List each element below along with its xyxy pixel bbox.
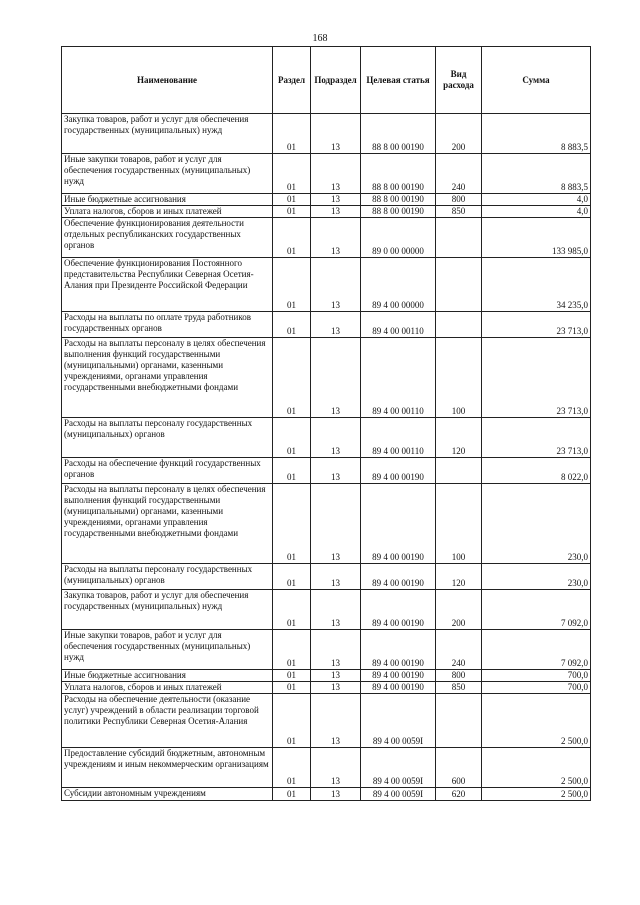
table-row <box>62 682 591 694</box>
cell-subsection: 13 <box>311 630 361 670</box>
header-sum: Сумма <box>482 47 591 114</box>
cell-name: Иные закупки товаров, работ и услуг для обеспечения государственных (муниципальных) нужд <box>62 154 273 194</box>
cell-sum: 133 985,0 <box>482 218 591 258</box>
cell-sum: 34 235,0 <box>482 258 591 312</box>
cell-sum: 230,0 <box>482 484 591 564</box>
cell-type: 120 <box>436 418 482 458</box>
cell-type: 800 <box>436 194 482 206</box>
cell-sum: 23 713,0 <box>482 312 591 338</box>
cell-section: 01 <box>273 258 311 312</box>
cell-target: 89 4 00 00190 <box>361 630 436 670</box>
header-section: Раздел <box>273 47 311 114</box>
cell-type <box>436 258 482 312</box>
cell-name: Закупка товаров, работ и услуг для обеспечения государственных (муниципальных) нужд <box>62 590 273 630</box>
table-row <box>62 458 591 484</box>
cell-subsection: 13 <box>311 748 361 788</box>
cell-subsection: 13 <box>311 194 361 206</box>
cell-name: Обеспечение функционирования Постоянного представительства Республики Северная Осетия-Алания при Президенте Российской Федерации <box>62 258 273 312</box>
table-row <box>62 694 591 748</box>
cell-name: Расходы на выплаты персоналу в целях обеспечения выполнения функций государственными (муниципальными) органами, казенными учреждениями, органами управления государственными внебюджетными фондами <box>62 338 273 418</box>
cell-type: 240 <box>436 630 482 670</box>
cell-target: 89 4 00 0059I <box>361 694 436 748</box>
header-subsection: Подраздел <box>311 47 361 114</box>
cell-target: 89 4 00 00110 <box>361 338 436 418</box>
cell-section: 01 <box>273 154 311 194</box>
cell-subsection: 13 <box>311 206 361 218</box>
cell-target: 89 4 00 00190 <box>361 458 436 484</box>
cell-target: 89 4 00 00110 <box>361 418 436 458</box>
cell-sum: 8 022,0 <box>482 458 591 484</box>
cell-section: 01 <box>273 564 311 590</box>
cell-name: Иные бюджетные ассигнования <box>62 670 273 682</box>
cell-subsection: 13 <box>311 312 361 338</box>
cell-sum: 7 092,0 <box>482 590 591 630</box>
cell-target: 89 4 00 00190 <box>361 564 436 590</box>
table-row <box>62 484 591 564</box>
cell-sum: 2 500,0 <box>482 788 591 801</box>
cell-sum: 23 713,0 <box>482 338 591 418</box>
table-row <box>62 590 591 630</box>
cell-type <box>436 312 482 338</box>
cell-target: 89 4 00 00110 <box>361 312 436 338</box>
table-header-row <box>62 47 591 114</box>
cell-section: 01 <box>273 312 311 338</box>
cell-target: 88 8 00 00190 <box>361 154 436 194</box>
cell-subsection: 13 <box>311 670 361 682</box>
table-row <box>62 206 591 218</box>
table-row <box>62 418 591 458</box>
cell-type <box>436 458 482 484</box>
table-row <box>62 218 591 258</box>
cell-name: Расходы на выплаты по оплате труда работников государственных органов <box>62 312 273 338</box>
cell-target: 89 4 00 00190 <box>361 682 436 694</box>
table-row <box>62 312 591 338</box>
cell-section: 01 <box>273 194 311 206</box>
cell-name: Расходы на обеспечение функций государственных органов <box>62 458 273 484</box>
cell-type: 120 <box>436 564 482 590</box>
table-row <box>62 630 591 670</box>
cell-section: 01 <box>273 748 311 788</box>
cell-section: 01 <box>273 682 311 694</box>
cell-sum: 4,0 <box>482 206 591 218</box>
cell-target: 89 0 00 00000 <box>361 218 436 258</box>
cell-section: 01 <box>273 114 311 154</box>
cell-target: 89 4 00 0059I <box>361 788 436 801</box>
cell-name: Иные закупки товаров, работ и услуг для обеспечения государственных (муниципальных) нужд <box>62 630 273 670</box>
cell-name: Уплата налогов, сборов и иных платежей <box>62 682 273 694</box>
cell-section: 01 <box>273 418 311 458</box>
cell-name: Предоставление субсидий бюджетным, автономным учреждениям и иным некоммерческим организациям <box>62 748 273 788</box>
cell-type: 100 <box>436 484 482 564</box>
header-target: Целевая статья <box>361 47 436 114</box>
page-number: 168 <box>312 33 328 44</box>
header-type: Вид расхода <box>436 47 482 114</box>
cell-section: 01 <box>273 670 311 682</box>
cell-subsection: 13 <box>311 458 361 484</box>
cell-name: Расходы на выплаты персоналу государственных (муниципальных) органов <box>62 564 273 590</box>
cell-subsection: 13 <box>311 218 361 258</box>
cell-subsection: 13 <box>311 694 361 748</box>
table-row <box>62 564 591 590</box>
cell-subsection: 13 <box>311 114 361 154</box>
cell-type: 200 <box>436 114 482 154</box>
cell-section: 01 <box>273 206 311 218</box>
cell-sum: 2 500,0 <box>482 694 591 748</box>
cell-section: 01 <box>273 458 311 484</box>
cell-type: 850 <box>436 206 482 218</box>
cell-sum: 230,0 <box>482 564 591 590</box>
table-row <box>62 748 591 788</box>
cell-type <box>436 694 482 748</box>
cell-subsection: 13 <box>311 258 361 312</box>
cell-target: 88 8 00 00190 <box>361 206 436 218</box>
cell-name: Иные бюджетные ассигнования <box>62 194 273 206</box>
cell-sum: 7 092,0 <box>482 630 591 670</box>
cell-subsection: 13 <box>311 682 361 694</box>
cell-sum: 8 883,5 <box>482 154 591 194</box>
cell-type <box>436 218 482 258</box>
cell-sum: 2 500,0 <box>482 748 591 788</box>
cell-sum: 8 883,5 <box>482 114 591 154</box>
cell-sum: 23 713,0 <box>482 418 591 458</box>
cell-section: 01 <box>273 338 311 418</box>
cell-subsection: 13 <box>311 418 361 458</box>
table-row <box>62 338 591 418</box>
cell-section: 01 <box>273 218 311 258</box>
cell-name: Расходы на выплаты персоналу в целях обеспечения выполнения функций государственными (муниципальными) органами, казенными учреждениями, органами управления государственными внебюджетными фондами <box>62 484 273 564</box>
cell-target: 88 8 00 00190 <box>361 114 436 154</box>
cell-section: 01 <box>273 590 311 630</box>
cell-type: 600 <box>436 748 482 788</box>
cell-type: 850 <box>436 682 482 694</box>
table-row <box>62 670 591 682</box>
cell-section: 01 <box>273 788 311 801</box>
cell-name: Субсидии автономным учреждениям <box>62 788 273 801</box>
cell-target: 89 4 00 00190 <box>361 484 436 564</box>
cell-subsection: 13 <box>311 564 361 590</box>
table-row <box>62 114 591 154</box>
cell-subsection: 13 <box>311 788 361 801</box>
cell-name: Расходы на обеспечение деятельности (оказание услуг) учреждений в области реализации торговой политики Республики Северная Осетия-Алания <box>62 694 273 748</box>
header-name: Наименование <box>62 47 273 114</box>
table-row <box>62 258 591 312</box>
cell-sum: 4,0 <box>482 194 591 206</box>
cell-type: 100 <box>436 338 482 418</box>
table-row <box>62 788 591 801</box>
table-row <box>62 154 591 194</box>
cell-type: 620 <box>436 788 482 801</box>
table-row <box>62 194 591 206</box>
budget-table <box>61 46 591 801</box>
cell-section: 01 <box>273 694 311 748</box>
cell-name: Обеспечение функционирования деятельности отдельных республиканских государственных органов <box>62 218 273 258</box>
cell-type: 200 <box>436 590 482 630</box>
cell-sum: 700,0 <box>482 670 591 682</box>
cell-sum: 700,0 <box>482 682 591 694</box>
cell-type: 240 <box>436 154 482 194</box>
cell-name: Расходы на выплаты персоналу государственных (муниципальных) органов <box>62 418 273 458</box>
cell-section: 01 <box>273 630 311 670</box>
cell-target: 88 8 00 00190 <box>361 194 436 206</box>
cell-type: 800 <box>436 670 482 682</box>
cell-subsection: 13 <box>311 590 361 630</box>
cell-target: 89 4 00 00000 <box>361 258 436 312</box>
cell-name: Закупка товаров, работ и услуг для обеспечения государственных (муниципальных) нужд <box>62 114 273 154</box>
cell-subsection: 13 <box>311 484 361 564</box>
cell-section: 01 <box>273 484 311 564</box>
cell-subsection: 13 <box>311 154 361 194</box>
cell-subsection: 13 <box>311 338 361 418</box>
cell-name: Уплата налогов, сборов и иных платежей <box>62 206 273 218</box>
cell-target: 89 4 00 0059I <box>361 748 436 788</box>
cell-target: 89 4 00 00190 <box>361 590 436 630</box>
cell-target: 89 4 00 00190 <box>361 670 436 682</box>
